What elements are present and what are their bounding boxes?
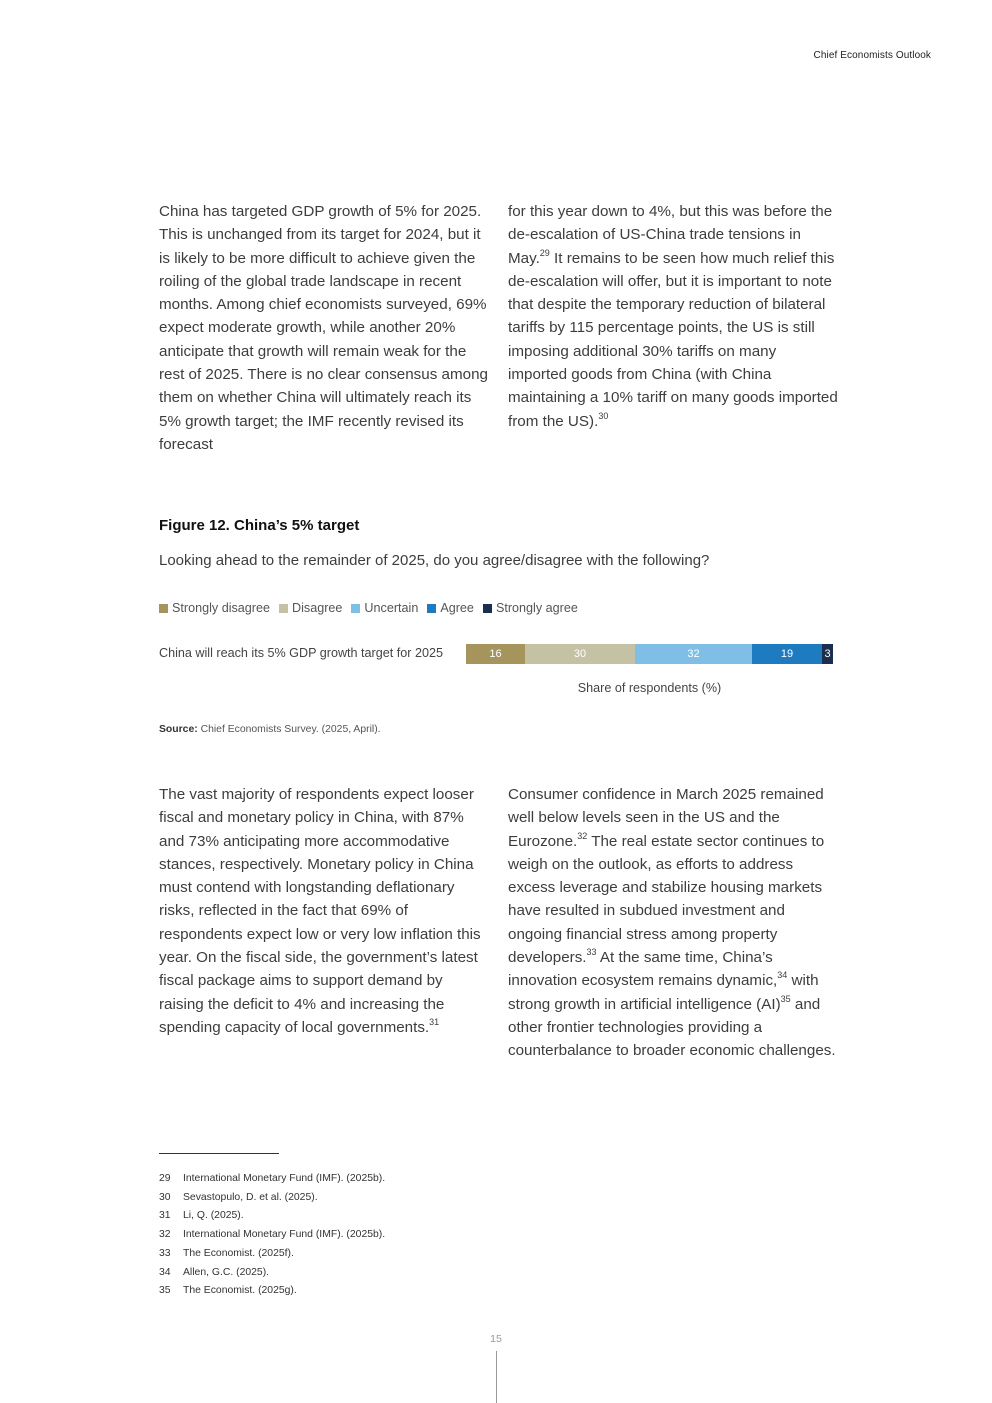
legend-label: Strongly agree xyxy=(495,601,578,615)
footnote-text: The Economist. (2025f). xyxy=(183,1247,294,1259)
text-run: The vast majority of respondents expect looser fiscal and monetary policy in China, with 87% and 73% anticipating more accommodative stances, respectively. Monetary policy in China must contend with longstanding deflationary risks, reflected in the fact that 69% of respondents expect low or very low inflation this year. On the fiscal side, the government’s latest fiscal package aims to support demand by raising the deficit to 4% and increasing the spending capacity of local governments. xyxy=(159,786,481,1036)
footnote-item xyxy=(159,1189,385,1208)
footnote-number: 31 xyxy=(159,1210,171,1222)
bar-value-label: 30 xyxy=(573,648,587,660)
bar-value-label: 19 xyxy=(780,648,794,660)
footnote-text: International Monetary Fund (IMF). (2025b). xyxy=(183,1173,386,1184)
footnote-number: 29 xyxy=(159,1173,171,1184)
text-run: with strong growth in artificial intelligence (AI) xyxy=(508,972,819,1013)
page-marker-line xyxy=(496,1351,497,1403)
legend-label: Uncertain xyxy=(364,601,419,615)
footnote-text: The Economist. (2025g). xyxy=(183,1285,297,1297)
legend-label: Strongly disagree xyxy=(172,601,271,615)
bar-segment xyxy=(822,644,833,664)
bar-segment xyxy=(752,644,822,664)
paragraph: China has targeted GDP growth of 5% for 2025. This is unchanged from its target for 2024, but it is likely to be more difficult to achieve given the roiling of the global trade landscape in recent months. Among chief economists surveyed, 69% expect moderate growth, while another 20% anticipate that growth will remain weak for the rest of 2025. There is no clear consensus among them on whether China will ultimately reach its 5% growth target; the IMF recently revised its forecast xyxy=(159,203,488,453)
footnote-number: 30 xyxy=(159,1191,171,1203)
stacked-bar xyxy=(466,644,833,664)
footnote-number: 33 xyxy=(159,1247,171,1259)
footnote-text: Li, Q. (2025). xyxy=(183,1210,244,1222)
footnote-ref[interactable]: 33 xyxy=(586,947,597,958)
legend-label: Agree xyxy=(440,601,474,615)
body-column-right xyxy=(508,783,838,1063)
footnote-text: International Monetary Fund (IMF). (2025b). xyxy=(183,1229,386,1241)
source-label: Source: xyxy=(159,724,198,735)
footnote-ref[interactable]: 29 xyxy=(539,247,550,258)
legend-item xyxy=(427,601,474,615)
bar-value-label: 3 xyxy=(824,648,831,660)
paragraph xyxy=(508,783,838,1063)
bar-segment xyxy=(466,644,525,664)
footnote-item xyxy=(159,1207,385,1226)
text-run: and other frontier technologies providing a counterbalance to broader economic challenges. xyxy=(508,995,836,1060)
footnote-item xyxy=(159,1264,385,1283)
legend-item xyxy=(483,601,578,615)
footnote-item xyxy=(159,1282,385,1301)
legend-swatch xyxy=(483,604,492,613)
bar-category-label: China will reach its 5% GDP growth target for 2025 xyxy=(159,646,443,660)
figure-question: Looking ahead to the remainder of 2025, do you agree/disagree with the following? xyxy=(159,552,710,569)
intro-column-left xyxy=(159,200,489,456)
footnote-item xyxy=(159,1226,385,1245)
page-number: 15 xyxy=(490,1333,502,1345)
legend-label: Disagree xyxy=(292,601,343,615)
legend-item xyxy=(159,601,270,615)
body-column-left xyxy=(159,783,489,1039)
footnote-number: 32 xyxy=(159,1229,171,1241)
footnote-ref[interactable]: 30 xyxy=(598,410,609,421)
footnote-divider xyxy=(159,1153,279,1154)
legend-swatch xyxy=(279,604,288,613)
bar-segment xyxy=(635,644,752,664)
figure-source xyxy=(159,724,381,735)
footnote-item xyxy=(159,1170,385,1189)
legend-swatch xyxy=(159,604,168,613)
running-header: Chief Economists Outlook xyxy=(813,50,931,61)
footnote-ref[interactable]: 35 xyxy=(780,993,791,1004)
legend-item xyxy=(351,601,418,615)
text-run: for this year down to 4%, but this was before the de-escalation of US-China trade tensions in May. xyxy=(508,203,833,267)
legend-swatch xyxy=(351,604,360,613)
footnotes xyxy=(159,1170,385,1301)
figure-title: Figure 12. China’s 5% target xyxy=(159,517,360,534)
legend-item xyxy=(279,601,342,615)
x-axis-title: Share of respondents (%) xyxy=(577,681,722,695)
chart-legend xyxy=(159,601,587,615)
footnote-text: Sevastopulo, D. et al. (2025). xyxy=(183,1191,318,1203)
footnote-ref[interactable]: 31 xyxy=(429,1016,440,1027)
footnote-ref[interactable]: 34 xyxy=(777,970,788,981)
footnote-item xyxy=(159,1245,385,1264)
text-run: Consumer confidence in March 2025 remained well below levels seen in the US and the Eurozone. xyxy=(508,786,824,850)
legend-swatch xyxy=(427,604,436,613)
intro-column-right xyxy=(508,200,838,433)
paragraph xyxy=(508,200,838,433)
footnote-number: 34 xyxy=(159,1266,171,1278)
footnote-text: Allen, G.C. (2025). xyxy=(183,1266,270,1278)
bar-value-label: 16 xyxy=(489,648,502,660)
bar-segment xyxy=(525,644,635,664)
text-run: It remains to be seen how much relief this de-escalation will offer, but it is important to note that despite the temporary reduction of bilateral tariffs by 115 percentage points, the US is still imposing additional 30% tariffs on many imported goods from China (with China maintaining a 10% tariff on many goods imported from the US). xyxy=(508,249,838,430)
paragraph xyxy=(159,783,489,1039)
source-text: Chief Economists Survey. (2025, April). xyxy=(197,724,381,735)
text-run: The real estate sector continues to weigh on the outlook, as efforts to address excess leverage and stabilize housing markets have resulted in subdued investment and ongoing financial stress among property developers. xyxy=(508,832,825,967)
footnote-number: 35 xyxy=(159,1285,171,1297)
bar-value-label: 32 xyxy=(687,648,700,660)
text-run: At the same time, China’s innovation ecosystem remains dynamic, xyxy=(508,949,778,990)
footnote-ref[interactable]: 32 xyxy=(577,830,588,841)
